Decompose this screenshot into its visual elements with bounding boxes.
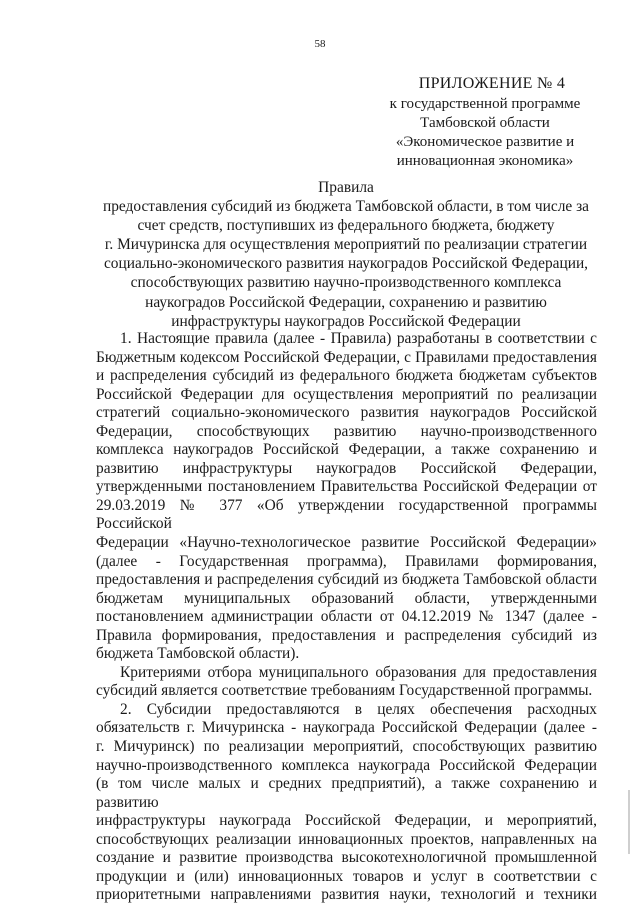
body-line: 1. Настоящие правила (далее - Правила) разработаны в соответствии с [120, 330, 597, 347]
scan-edge-mark [628, 790, 630, 854]
body-line: создание и развитие производства высокотехнологичной промышленной [96, 849, 597, 867]
document-body [96, 330, 597, 905]
appendix-header [378, 74, 592, 171]
body-line: развитию инфраструктуры наукоградов Российской Федерации, [96, 459, 597, 477]
page-number: 58 [314, 38, 326, 50]
rules-subtitle-line: г. Мичуринска для осуществления мероприятий по реализации стратегии [104, 236, 588, 254]
body-line: обязательств г. Мичуринска - наукограда Российской Федерации (далее - [96, 719, 597, 737]
body-line: предоставления и распределения субсидий из бюджета Тамбовской области [96, 571, 597, 589]
body-line: г. Мичуринск) по реализации мероприятий, способствующих развитию [96, 738, 597, 756]
body-line: постановлением администрации области от 04.12.2019 № 1347 (далее - [96, 608, 597, 626]
body-line: Федерации «Научно-технологическое развитие Российской Федерации» [96, 534, 597, 552]
appendix-line: «Экономическое развитие и [395, 134, 575, 150]
rules-subtitle-line: предоставления субсидий из бюджета Тамбовской области, в том числе за [102, 198, 590, 216]
body-line: Правила формирования, предоставления и распределения субсидий из [96, 626, 597, 644]
body-line: Критериями отбора муниципального образования для предоставления [120, 663, 597, 681]
rules-subtitle-line: социально-экономического развития наукоградов Российской Федерации, [103, 255, 589, 273]
body-line: 29.03.2019 № 377 «Об утверждении государственной программы Российской [96, 496, 597, 533]
body-line: бюджета Тамбовской области). [96, 645, 300, 663]
body-line: и распределения субсидий из федерального бюджета бюджетам субъектов [96, 367, 597, 385]
body-line: инфраструктуры наукограда Российской Федерации, и мероприятий, [96, 812, 597, 830]
body-line: 2. Субсидии предоставляются в целях обеспечения расходных [120, 700, 597, 718]
rules-subtitle-line: счет средств, поступивших из федерального бюджета, бюджету [137, 217, 555, 235]
body-line: научно-производственного комплекса наукограда Российской Федерации [96, 756, 597, 774]
body-line: субсидий является соответствие требованиям Государственной программы. [96, 682, 593, 700]
body-line: Федерации, способствующих развитию научно-производственного [96, 422, 597, 440]
rules-title: Правила [318, 179, 374, 196]
body-line: стратегий социально-экономического развития наукоградов Российской [96, 404, 597, 422]
appendix-line: Тамбовской области [420, 115, 550, 131]
body-line: комплекса наукоградов Российской Федерации, а также сохранению и [96, 441, 597, 459]
body-line: приоритетными направлениями развития науки, технологий и техники [96, 886, 597, 904]
body-line: способствующих реализации инновационных проектов, направленных на [96, 830, 597, 848]
rules-subtitle-line: способствующих развитию научно-производственного комплекса [130, 274, 562, 292]
body-line: утвержденными постановлением Правительства Российской Федерации от [96, 478, 597, 496]
appendix-title: ПРИЛОЖЕНИЕ № 4 [418, 75, 566, 92]
appendix-line: к государственной программе [389, 96, 581, 112]
body-line: (далее - Государственная программа), Правилами формирования, [96, 552, 597, 570]
rules-heading [96, 178, 596, 331]
body-line: бюджетам муниципальных образований области, утвержденными [96, 589, 597, 607]
rules-subtitle-line: наукоградов Российской Федерации, сохранению и развитию [145, 293, 547, 311]
appendix-line: инновационная экономика» [396, 153, 574, 169]
body-line: (в том числе малых и средних предприятий), а также сохранению и развитию [96, 775, 597, 811]
rules-subtitle-line: инфраструктуры наукоградов Российской Федерации [171, 312, 521, 330]
body-line: Бюджетным кодексом Российской Федерации, с Правилами предоставления [96, 348, 597, 366]
body-line: Российской Федерации для осуществления мероприятий по реализации [96, 385, 597, 403]
body-line: продукции и (или) инновационных товаров и услуг в соответствии с [96, 867, 597, 885]
